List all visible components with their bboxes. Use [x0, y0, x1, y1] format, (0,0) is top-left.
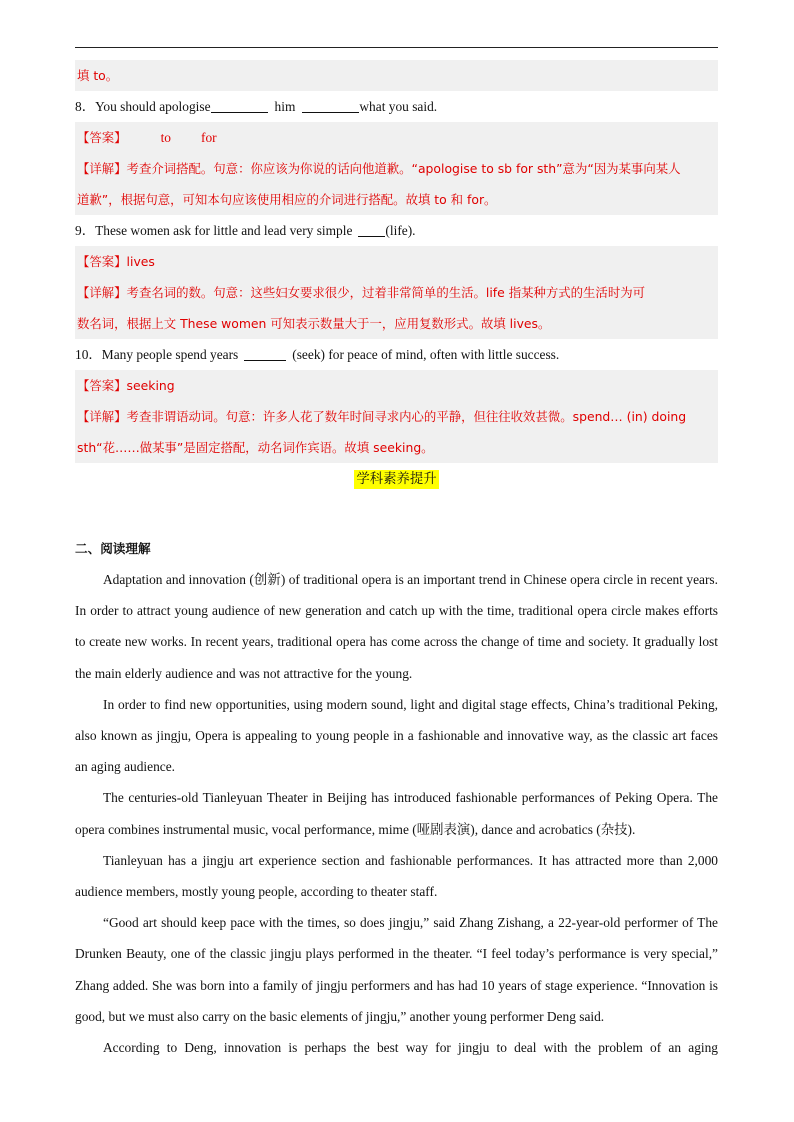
answer-label: 【答案】: [77, 130, 127, 145]
document-content: [75, 60, 718, 1063]
question-10-detail-line-1: 【详解】考查非谓语动词。句意：许多人花了数年时间寻求内心的平静，但往往收效甚微。spend… (in) doing: [75, 401, 718, 432]
passage-paragraph: According to Deng, innovation is perhaps the best way for jingju to deal with the problem of an aging: [103, 1040, 718, 1056]
question-8-answer-1: to: [160, 130, 171, 145]
passage-paragraph: Adaptation and innovation (创新) of traditional opera is an important trend in Chinese opera circle in recent years. In order to attract young audience of new generation and catch up with the time, traditional opera circle makes efforts to create new works. In recent years, traditional opera has come across the change of time and society. It gradually lost the main elderly audience and was not attractive for the young.: [75, 572, 718, 681]
question-9-detail-line-2: 数名词，根据上文 These women 可知表示数量大于一，应用复数形式。故填 lives。: [75, 308, 718, 339]
question-8-number: 8．: [75, 99, 96, 114]
passage-paragraph: The centuries-old Tianleyuan Theater in Beijing has introduced fashionable performances of Peking Opera. The opera combines instrumental music, vocal performance, mime (哑剧表演), dance and acrobatics (杂技).: [75, 790, 718, 837]
section-title: 二、阅读理解: [75, 541, 151, 556]
question-8-blank-1: [211, 98, 268, 113]
question-8-part1: You should apologise: [95, 99, 211, 114]
header-rule: [75, 47, 718, 48]
banner-row: [75, 463, 718, 494]
question-8-answer: [75, 122, 718, 153]
question-10-part2: (seek) for peace of mind, often with little success.: [292, 347, 560, 362]
question-10-number: 10．: [75, 347, 102, 362]
question-9-answer: 【答案】lives: [75, 246, 718, 277]
reading-passage: [75, 564, 718, 1063]
question-9-number: 9．: [75, 223, 96, 238]
question-8-blank-2: [302, 98, 359, 113]
question-9-part2: (life).: [385, 223, 416, 238]
question-9-detail-line-1: 【详解】考查名词的数。句意：这些妇女要求很少，过着非常简单的生活。life 指某种方式的生活时为可: [75, 277, 718, 308]
question-8-detail-line-1: 【详解】考查介词搭配。句意：你应该为你说的话向他道歉。“apologise to sb for sth”意为“因为某事向某人: [75, 153, 718, 184]
question-10-answer: 【答案】seeking: [75, 370, 718, 401]
question-9-blank: [358, 222, 385, 237]
question-10: [75, 339, 718, 370]
question-9: [75, 215, 718, 246]
question-8-detail-line-2: 道歉”，根据句意，可知本句应该使用相应的介词进行搭配。故填 to 和 for。: [75, 184, 718, 215]
passage-paragraph: Tianleyuan has a jingju art experience section and fashionable performances. It has attracted more than 2,000 audience members, mostly young people, according to theater staff.: [75, 852, 718, 900]
question-10-detail-line-2: sth“花……做某事”是固定搭配，动名词作宾语。故填 seeking。: [75, 432, 718, 463]
question-8-part3: what you said.: [359, 99, 438, 114]
question-10-blank: [244, 346, 286, 361]
previous-detail-tail: 填 to。: [75, 60, 718, 91]
passage-paragraph: In order to find new opportunities, using modern sound, light and digital stage effects, China’s traditional Peking, also known as jingju, Opera is appealing to young people in a fashionable and innovative way, as the classic art faces an aging audience.: [75, 696, 718, 775]
question-8: [75, 91, 718, 122]
passage-paragraph: “Good art should keep pace with the times, so does jingju,” said Zhang Zishang, a 22-year-old performer of The Drunken Beauty, one of the classic jingju plays performed in the theater. “I feel today’s performance is very special,” Zhang added. She was born into a family of jingju performers and has had 10 years of stage experience. “Innovation is good, but we must also carry on the basic elements of jingju,” another young performer Deng said.: [75, 915, 718, 1024]
question-9-part1: These women ask for little and lead very simple: [95, 223, 353, 238]
question-8-answer-2: for: [200, 130, 217, 145]
section-banner: 学科素养提升: [356, 472, 437, 487]
question-10-part1: Many people spend years: [101, 347, 239, 362]
question-8-part2: him: [274, 99, 296, 114]
